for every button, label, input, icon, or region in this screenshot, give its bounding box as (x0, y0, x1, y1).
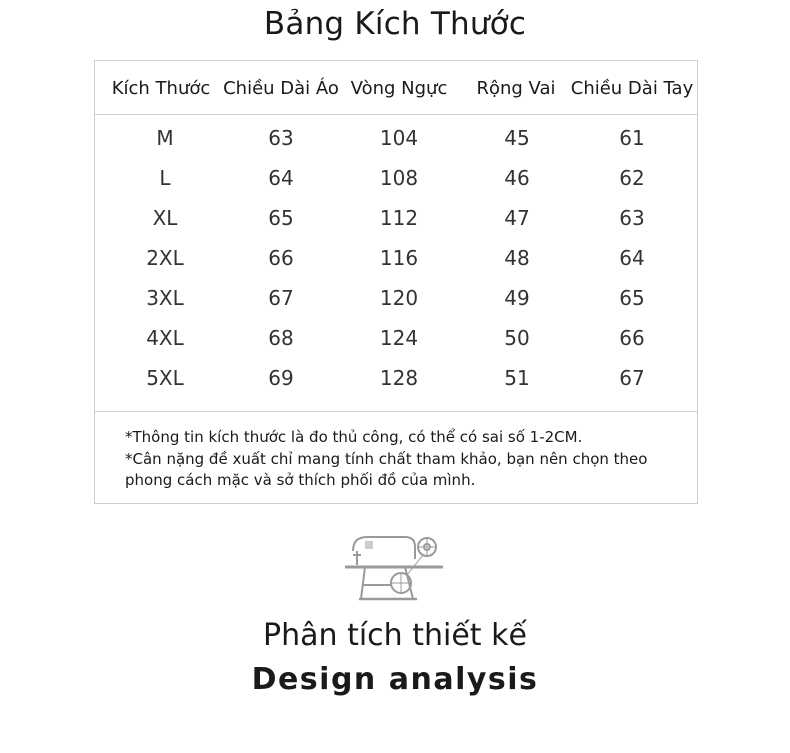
cell-chest: 104 (379, 126, 419, 150)
header-sleeve: Chiều Dài Tay (570, 78, 694, 99)
cell-chest: 120 (379, 286, 419, 310)
cell-sleeve: 66 (619, 326, 645, 350)
cell-length: 65 (268, 206, 294, 230)
size-notes (125, 427, 685, 492)
size-table (94, 60, 698, 504)
cell-chest: 124 (379, 326, 419, 350)
table-row (95, 160, 697, 200)
table-row (95, 280, 697, 320)
cell-sleeve: 64 (619, 246, 645, 270)
cell-length: 64 (268, 166, 294, 190)
cell-size: 5XL (146, 366, 184, 390)
cell-length: 63 (268, 126, 294, 150)
cell-size: XL (152, 206, 178, 230)
note-line: phong cách mặc và sở thích phối đồ của mình. (125, 471, 476, 489)
cell-shoulder: 48 (504, 246, 530, 270)
cell-length: 66 (268, 246, 294, 270)
cell-length: 68 (268, 326, 294, 350)
cell-size: 2XL (146, 246, 184, 270)
header-shoulder: Rộng Vai (476, 78, 556, 99)
cell-sleeve: 63 (619, 206, 645, 230)
cell-chest: 128 (379, 366, 419, 390)
cell-length: 67 (268, 286, 294, 310)
header-chest: Vòng Ngực (350, 78, 448, 99)
cell-shoulder: 45 (504, 126, 530, 150)
cell-size: 4XL (146, 326, 184, 350)
section-title-en: Design analysis (251, 662, 539, 697)
cell-length: 69 (268, 366, 294, 390)
cell-shoulder: 51 (504, 366, 530, 390)
cell-shoulder: 47 (504, 206, 530, 230)
header-length: Chiều Dài Áo (223, 78, 339, 99)
cell-shoulder: 49 (504, 286, 530, 310)
cell-sleeve: 67 (619, 366, 645, 390)
cell-chest: 112 (379, 206, 419, 230)
table-row (95, 200, 697, 240)
cell-chest: 116 (379, 246, 419, 270)
cell-sleeve: 65 (619, 286, 645, 310)
cell-size: M (156, 126, 174, 150)
cell-shoulder: 46 (504, 166, 530, 190)
cell-shoulder: 50 (504, 326, 530, 350)
table-header-row (95, 61, 697, 115)
cell-size: L (159, 166, 171, 190)
table-body (95, 114, 697, 412)
note-line: *Thông tin kích thước là đo thủ công, có thể có sai số 1-2CM. (125, 428, 583, 446)
note-line: *Cân nặng đề xuất chỉ mang tính chất tham khảo, bạn nên chọn theo (125, 449, 648, 468)
cell-sleeve: 62 (619, 166, 645, 190)
cell-sleeve: 61 (619, 126, 645, 150)
table-row (95, 360, 697, 400)
table-row (95, 320, 697, 360)
page-title: Bảng Kích Thước (263, 6, 527, 42)
table-row (95, 120, 697, 160)
cell-chest: 108 (379, 166, 419, 190)
table-row (95, 240, 697, 280)
sewing-machine-icon (335, 525, 455, 603)
section-title-vi: Phân tích thiết kế (263, 618, 527, 653)
header-size: Kích Thước (111, 78, 211, 99)
cell-size: 3XL (146, 286, 184, 310)
